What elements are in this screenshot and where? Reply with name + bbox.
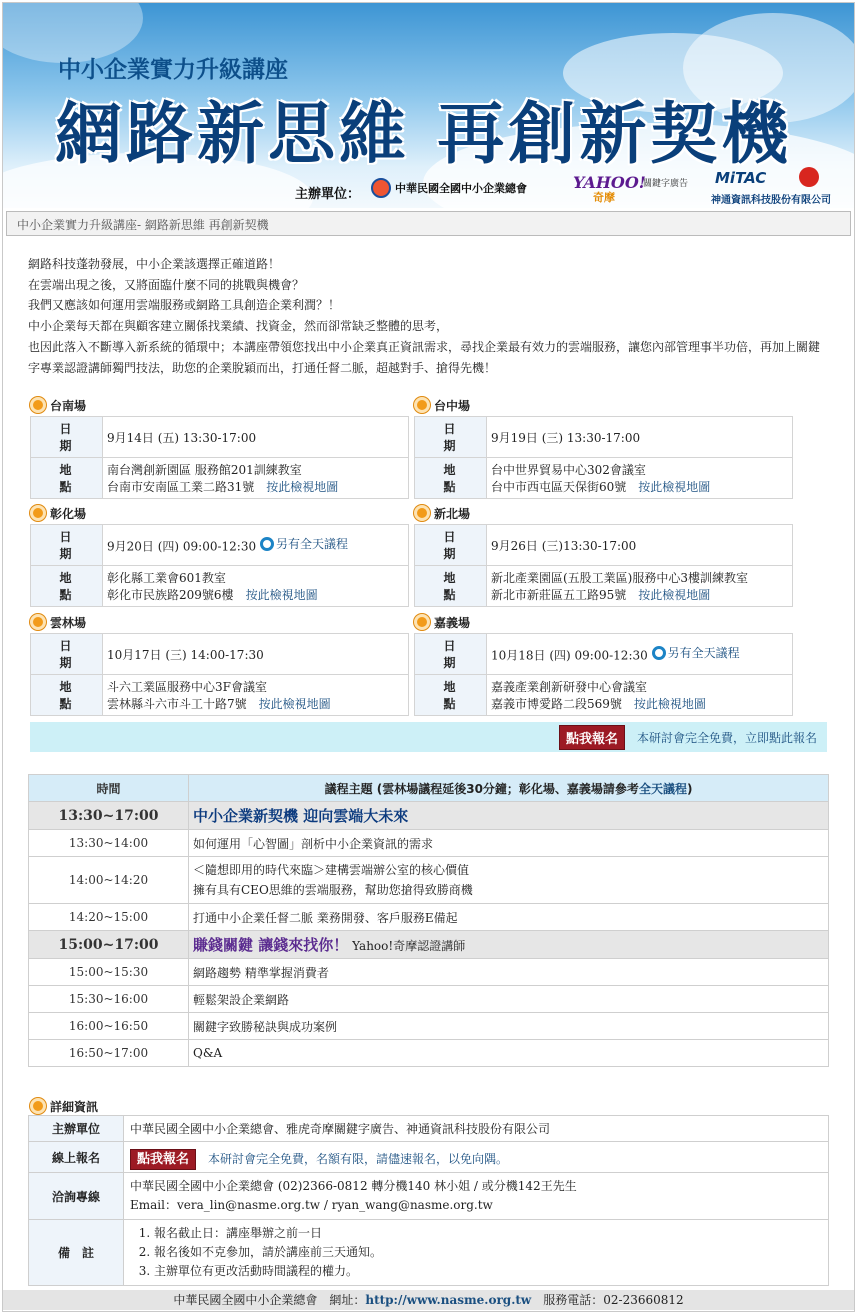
site-link[interactable]: http://www.nasme.org.tw <box>365 1293 532 1307</box>
venue-yunlin: 雲林場 日期 10月17日 (三) 14:00-17:30 地點 斗六工業區服務中心3F會議室 雲林縣斗六市斗工十路7號 按此檢視地圖 <box>30 611 409 716</box>
breadcrumb: 中小企業實力升級講座- 網路新思維 再創新契機 <box>6 211 851 236</box>
target-icon <box>260 537 274 551</box>
details-table: 主辦單位 中華民國全國中小企業總會、雅虎奇摩關鍵字廣告、神通資訊科技股份有限公司 線上報名 點我報名 本研討會完全免費，名額有限，請儘速報名，以免向隅。 洽詢專線 中華民國全國中小企業總會 (02)2366-0812 轉分機140 林小姐 / 或分機142王先生 Email：vera_lin@nasme.org.tw / ryan_wang@nasme.org.tw 備 註 1. 報名截止日：講座舉辦之前一日 2. 報名後如不克參加，請於講座前三天通知。 3. 主辦單位有更改活動時間議程的權力。 <box>28 1115 829 1286</box>
bullet-icon <box>30 397 46 413</box>
target-icon <box>652 646 666 660</box>
map-link[interactable]: 按此檢視地圖 <box>258 697 331 711</box>
map-link[interactable]: 按此檢視地圖 <box>633 697 706 711</box>
bullet-icon <box>30 505 46 521</box>
bullet-icon <box>414 397 430 413</box>
map-link[interactable]: 按此檢視地圖 <box>266 480 339 494</box>
map-link[interactable]: 按此檢視地圖 <box>245 588 318 602</box>
venue-taichung: 台中場 日期 9月19日 (三) 13:30-17:00 地點 台中世界貿易中心302會議室 台中市西屯區天保街60號 按此檢視地圖 <box>414 394 793 499</box>
register-button[interactable]: 點我報名 <box>130 1149 196 1170</box>
agenda-col-time: 時間 <box>29 775 189 802</box>
mitac-logo: MiTAC <box>715 169 767 187</box>
fullday-link[interactable]: 另有全天議程 <box>260 535 348 552</box>
bullet-icon <box>30 1098 46 1114</box>
intro-text: 網路科技蓬勃發展，中小企業該選擇正確道路！ 在雲端出現之後，又將面臨什麼不同的挑戰與機會？ 我們又應該如何運用雲端服務或網路工具創造企業利潤？！ 中小企業每天都在與顧客建立關係找業績、找資金，然而卻常缺乏整體的思考， 也因此落入不斷導入新系統的循環中；本講座帶領您找出中小企業真正資訊需求，尋找企業最有效力的雲端服務，讓您內部管理事半功倍，再加上關鍵字專業認證講師獨門技法，助您的企業脫穎而出，打通任督二脈，超越對手、搶得先機！ <box>28 257 821 375</box>
venue-newtaipei: 新北場 日期 9月26日 (三)13:30-17:00 地點 新北產業園區(五股工業區)服務中心3樓訓練教室 新北市新莊區五工路95號 按此檢視地圖 <box>414 502 793 607</box>
yahoo-cn-logo: 奇摩 <box>593 191 615 204</box>
agenda-table: 時間 議程主題 (雲林場議程延後30分鐘；彰化場、嘉義場請參考全天議程) 13:30~17:00 中小企業新契機 迎向雲端大未來 13:30~14:00 如何運用「心智圖」剖析中小企業資訊的需求 14:00~14:20 ＜隨想即用的時代來臨＞建構雲端辦公室的核心價值 擁有具有CEO思維的雲端服務，幫助您搶得致勝商機 14:20~15:00 打通中小企業任督二脈 業務開發、客戶服務E備起 15:00~17:00 賺錢關鍵 讓錢來找你！ Yahoo!奇摩認證講師 15:00~15:30 網路趨勢 精準掌握消費者 15:30~16:00 輕鬆架設企業網路 16:00~16:50 關鍵字致勝秘訣與成功案例 16:50~17:00 Q&A <box>28 774 829 1067</box>
agenda-col-topic: 議程主題 (雲林場議程延後30分鐘；彰化場、嘉義場請參考全天議程) <box>189 775 829 802</box>
register-bar <box>30 722 827 752</box>
map-link[interactable]: 按此檢視地圖 <box>638 588 711 602</box>
header-banner <box>3 3 854 208</box>
mitac-dot-icon <box>799 167 819 187</box>
register-link[interactable]: 本研討會完全免費，立即點此報名 <box>636 730 817 745</box>
venue-chiayi: 嘉義場 日期 10月18日 (四) 09:00-12:30 另有全天議程 地點 嘉義產業創新研發中心會議室 嘉義市博愛路二段569號 按此檢視地圖 <box>414 611 793 716</box>
bullet-icon <box>414 614 430 630</box>
register-button[interactable]: 點我報名 <box>559 725 625 750</box>
fullday-link[interactable]: 另有全天議程 <box>652 644 740 661</box>
map-link[interactable]: 按此檢視地圖 <box>638 480 711 494</box>
bullet-icon <box>414 505 430 521</box>
details-heading: 詳細資訊 <box>30 1096 98 1116</box>
venue-changhua: 彰化場 日期 9月20日 (四) 09:00-12:30 另有全天議程 地點 彰化縣工業會601教室 彰化市民族路209號6樓 按此檢視地圖 <box>30 502 409 607</box>
nasme-logo: 中華民國全國中小企業總會 <box>371 178 527 198</box>
fullday-link[interactable]: 全天議程 <box>638 781 687 796</box>
footer: 中華民國全國中小企業總會 網址：http://www.nasme.org.tw 服務電話：02-23660812 <box>3 1290 854 1310</box>
organizer-label: 主辦單位： <box>295 187 361 202</box>
yahoo-logo: YAHOO! <box>573 173 646 192</box>
venue-tainan: 台南場 日期 9月14日 (五) 13:30-17:00 地點 南台灣創新園區 服務館201訓練教室 台南市安南區工業二路31號 按此檢視地圖 <box>30 394 409 499</box>
yahoo-ad-label: 關鍵字廣告 <box>643 179 689 189</box>
banner-subtitle: 中小企業實力升級講座 <box>58 57 288 83</box>
mitac-name: 神通資訊科技股份有限公司 <box>711 195 831 206</box>
banner-title: 網路新思維 再創新契機 <box>55 95 793 173</box>
bullet-icon <box>30 614 46 630</box>
register-link[interactable]: 本研討會完全免費，名額有限，請儘速報名，以免向隅。 <box>208 1151 509 1166</box>
nasme-seal-icon <box>371 178 391 198</box>
